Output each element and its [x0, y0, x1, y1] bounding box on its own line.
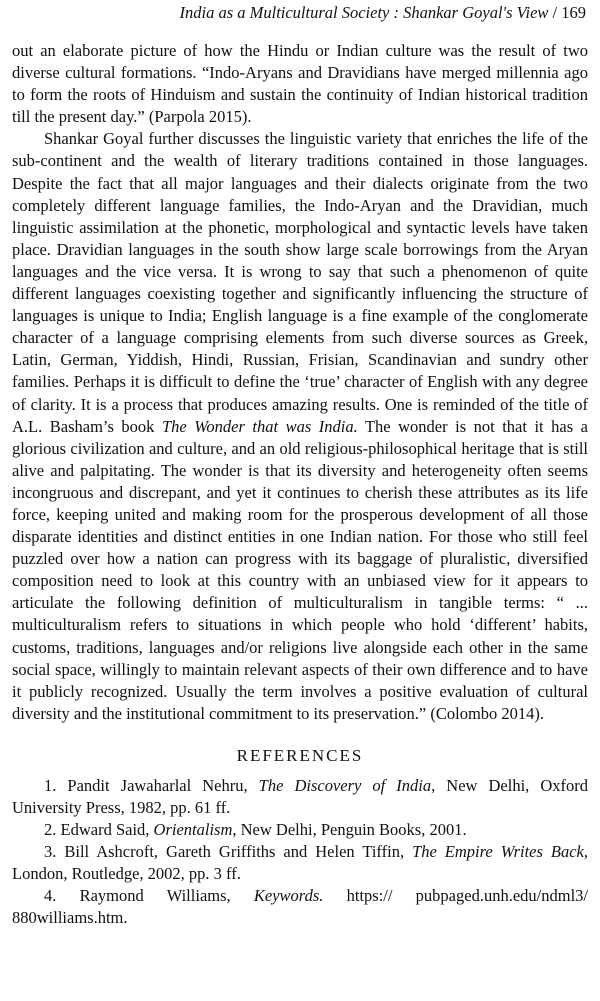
reference-3-publication: , London, Routledge, 2002, pp. 3 ff. — [12, 842, 589, 884]
reference-item-4 — [12, 885, 588, 929]
reference-3-title: The Empire Writes Back — [412, 842, 584, 862]
paragraph-1: out an elaborate picture of how the Hindu or Indian culture was the result of two diverse cultural formations. “Indo-Aryans and Dravidians have merged millennia ago to form the roots of Hinduism and sustain the continuity of Indian historical tradition till the present day.” (Parpola 2015). — [12, 41, 588, 127]
page-number: 169 — [561, 3, 586, 22]
reference-4-author: 4. Raymond Williams, — [44, 886, 254, 906]
reference-1-title: The Discovery of India — [258, 775, 432, 795]
reference-item-2 — [12, 819, 588, 841]
reference-2-publication: , New Delhi, Penguin Books, 2001. — [232, 820, 467, 840]
running-header — [14, 3, 586, 23]
references-heading: REFERENCES — [236, 745, 364, 765]
paragraph-2-text-a: Shankar Goyal further discusses the linguistic variety that enriches the life of the sub-continent and the wealth of literary traditions contained in those languages. Despite the fact that all major languages and their dialects originate from the two completely different language families, the Indo-Aryan and the Dravidian, much linguistic assimilation at the phonetic, morphological and syntactic levels have taken place. Dravidian languages in the south show large scale borrowings from the Aryan languages and the vice versa. It is wrong to say that such a phenomenon of quite different languages coexisting together and significantly influencing the structure of languages is unique to India; English language is a fine example of the conglomerate character of a language comprising elements from such diverse sources as Greek, Latin, German, Yiddish, Hindi, Russian, Frisian, Scandinavian and sundry other families. Perhaps it is difficult to define the ‘true’ character of English with any degree of clarity. It is a process that produces amazing results. One is reminded of the title of A.L. Basham’s book — [12, 129, 588, 436]
reference-2-author: 2. Edward Said, — [44, 820, 154, 840]
reference-1-publication: , New Delhi, Oxford University Press, 1982, pp. 61 ff. — [12, 775, 588, 817]
book-title-wonder: The Wonder that was India. — [161, 416, 358, 436]
paragraph-2-text-b: The wonder is not that it has a glorious civilization and culture, and an old religious-philosophical heritage that is still alive and palpitating. The wonder is that its diversity and heterogeneity often seems incongruous and discrepant, and yet it continues to cherish these attributes as its life force, keeping united and making room for the prosperous development of all those disparate identities and distinct entities in one Indian nation. For those who still feel puzzled over how a nation can progress with its baggage of pluralistic, diversified composition need to look at this country with an unbiased view for it appears to articulate the following definition of multiculturalism in tangible terms: “ ... multiculturalism refers to situations in which people who hold ‘different’ habits, customs, traditions, languages and/or religions live alongside each other in the same social space, willingly to maintain relevant aspects of their own difference and to have it publicly recognized. Usually the term involves a positive evaluation of cultural diversity and the institutional commitment to its preservation.” (Colombo 2014). — [12, 416, 588, 723]
paragraph-2 — [12, 128, 588, 725]
reference-2-title: Orientalism — [153, 820, 233, 840]
reference-1-author: 1. Pandit Jawaharlal Nehru, — [44, 775, 259, 795]
reference-4-publication: https:// pubpaged.unh.edu/ndml3/ 880williams.htm. — [12, 886, 588, 928]
body-text — [12, 40, 588, 930]
header-separator: / — [548, 3, 562, 22]
reference-item-3 — [12, 841, 588, 885]
running-title: India as a Multicultural Society : Shankar Goyal's View — [179, 3, 549, 22]
reference-item-1 — [12, 775, 588, 819]
reference-4-title: Keywords. — [253, 886, 324, 906]
reference-3-author: 3. Bill Ashcroft, Gareth Griffiths and Helen Tiffin, — [44, 842, 413, 862]
